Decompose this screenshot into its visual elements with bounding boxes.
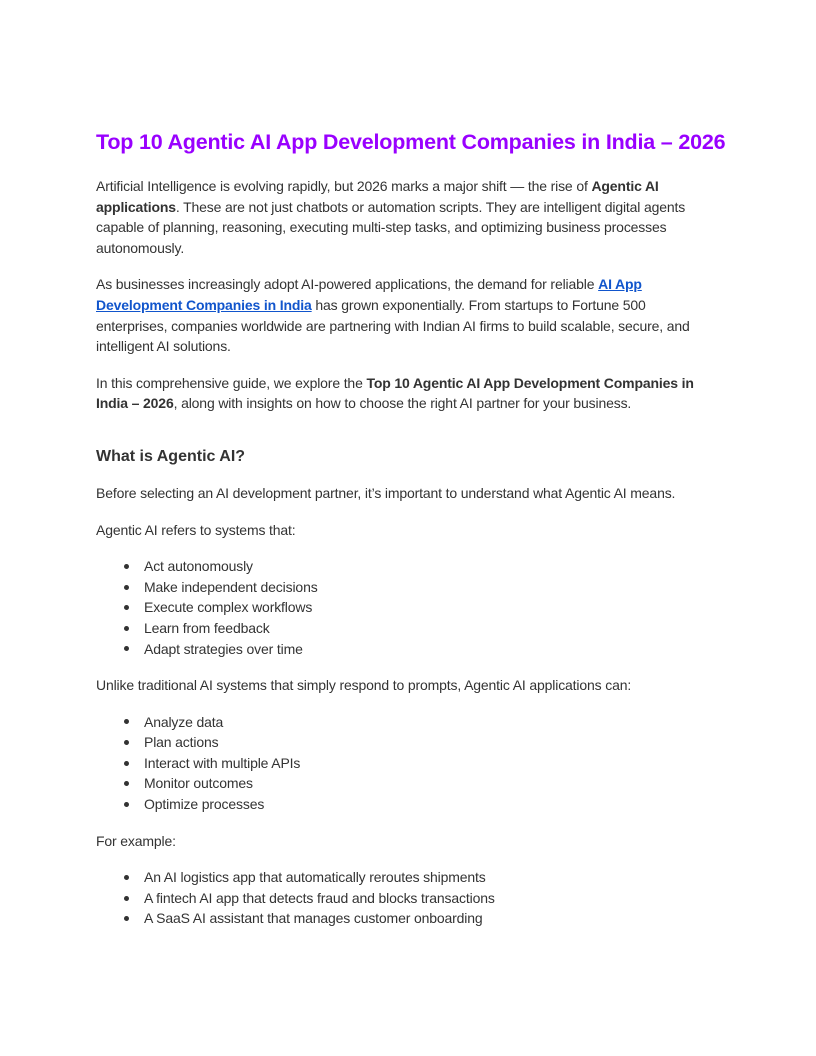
bullet-icon bbox=[120, 753, 132, 774]
bullet-icon bbox=[120, 888, 132, 909]
intro-paragraph-2 bbox=[96, 274, 720, 356]
list-item-text: A fintech AI app that detects fraud and blocks transactions bbox=[144, 889, 495, 906]
list-item bbox=[96, 577, 720, 598]
list-item bbox=[96, 908, 720, 929]
list-item-text: A SaaS AI assistant that manages customer onboarding bbox=[144, 910, 483, 927]
intro-p3-text-end: , along with insights on how to choose the right AI partner for your business. bbox=[173, 395, 632, 412]
list-item bbox=[96, 556, 720, 577]
bullet-icon bbox=[120, 597, 132, 618]
list-item-text: Act autonomously bbox=[144, 558, 253, 575]
for-example-paragraph: For example: bbox=[96, 832, 176, 849]
refers-to-paragraph: Agentic AI refers to systems that: bbox=[96, 521, 296, 538]
list-item-text: Make independent decisions bbox=[144, 578, 318, 595]
bullet-icon bbox=[120, 908, 132, 929]
list-item-text: Plan actions bbox=[144, 734, 219, 751]
list-item bbox=[96, 753, 720, 774]
before-selecting-paragraph: Before selecting an AI development partner, it’s important to understand what Agentic AI means. bbox=[96, 484, 676, 501]
section-heading-what-is-agentic-ai: What is Agentic AI? bbox=[96, 447, 246, 465]
list-item-text: An AI logistics app that automatically reroutes shipments bbox=[144, 869, 486, 886]
list-item bbox=[96, 597, 720, 618]
list-item bbox=[96, 732, 720, 753]
list-item bbox=[96, 794, 720, 815]
bullet-icon bbox=[120, 618, 132, 639]
intro-p1-bold: Agentic AI applications bbox=[96, 178, 659, 215]
intro-p2-text-end: has grown exponentially. From startups to Fortune 500 enterprises, companies worldwide are partnering with Indian AI firms to build scalable, secure, and intelligent AI solutions. bbox=[96, 296, 690, 355]
intro-paragraph-3 bbox=[96, 373, 720, 414]
list-item-text: Interact with multiple APIs bbox=[144, 754, 301, 771]
agentic-ai-traits-list bbox=[96, 556, 720, 659]
ai-app-development-companies-link[interactable]: AI App Development Companies in India bbox=[96, 276, 642, 313]
list-item bbox=[96, 773, 720, 794]
agentic-ai-capabilities-list bbox=[96, 712, 720, 815]
bullet-icon bbox=[120, 577, 132, 598]
intro-p2-text-start: As businesses increasingly adopt AI-powered applications, the demand for reliable bbox=[96, 276, 599, 293]
list-item-text: Execute complex workflows bbox=[144, 599, 313, 616]
list-item bbox=[96, 712, 720, 733]
bullet-icon bbox=[120, 773, 132, 794]
list-item-text: Optimize processes bbox=[144, 796, 265, 813]
bullet-icon bbox=[120, 712, 132, 733]
bullet-icon bbox=[120, 556, 132, 577]
list-item-text: Learn from feedback bbox=[144, 619, 270, 636]
intro-p1-text-start: Artificial Intelligence is evolving rapidly, but 2026 marks a major shift — the rise of bbox=[96, 178, 592, 194]
list-item bbox=[96, 888, 720, 909]
bullet-icon bbox=[120, 639, 132, 660]
bullet-icon bbox=[120, 867, 132, 888]
page-title: Top 10 Agentic AI App Development Companies in India – 2026 bbox=[96, 130, 726, 154]
list-item-text: Monitor outcomes bbox=[144, 775, 253, 792]
list-item bbox=[96, 618, 720, 639]
list-item-text: Analyze data bbox=[144, 713, 224, 730]
bullet-icon bbox=[120, 794, 132, 815]
intro-p3-bold: Top 10 Agentic AI App Development Companies in India – 2026 bbox=[96, 374, 694, 412]
examples-list bbox=[96, 867, 720, 929]
list-item-text: Adapt strategies over time bbox=[144, 640, 303, 657]
unlike-traditional-paragraph: Unlike traditional AI systems that simply respond to prompts, Agentic AI applications can: bbox=[96, 677, 632, 694]
intro-p3-text-start: In this comprehensive guide, we explore the bbox=[96, 374, 367, 391]
intro-paragraph-1 bbox=[96, 176, 720, 258]
bullet-icon bbox=[120, 732, 132, 753]
document-page bbox=[96, 126, 726, 929]
list-item bbox=[96, 639, 720, 660]
intro-p1-text-end: . These are not just chatbots or automation scripts. They are intelligent digital agents capable of planning, reasoning, executing multi-step tasks, and optimizing business processes autonomously. bbox=[96, 198, 686, 256]
list-item bbox=[96, 867, 720, 888]
